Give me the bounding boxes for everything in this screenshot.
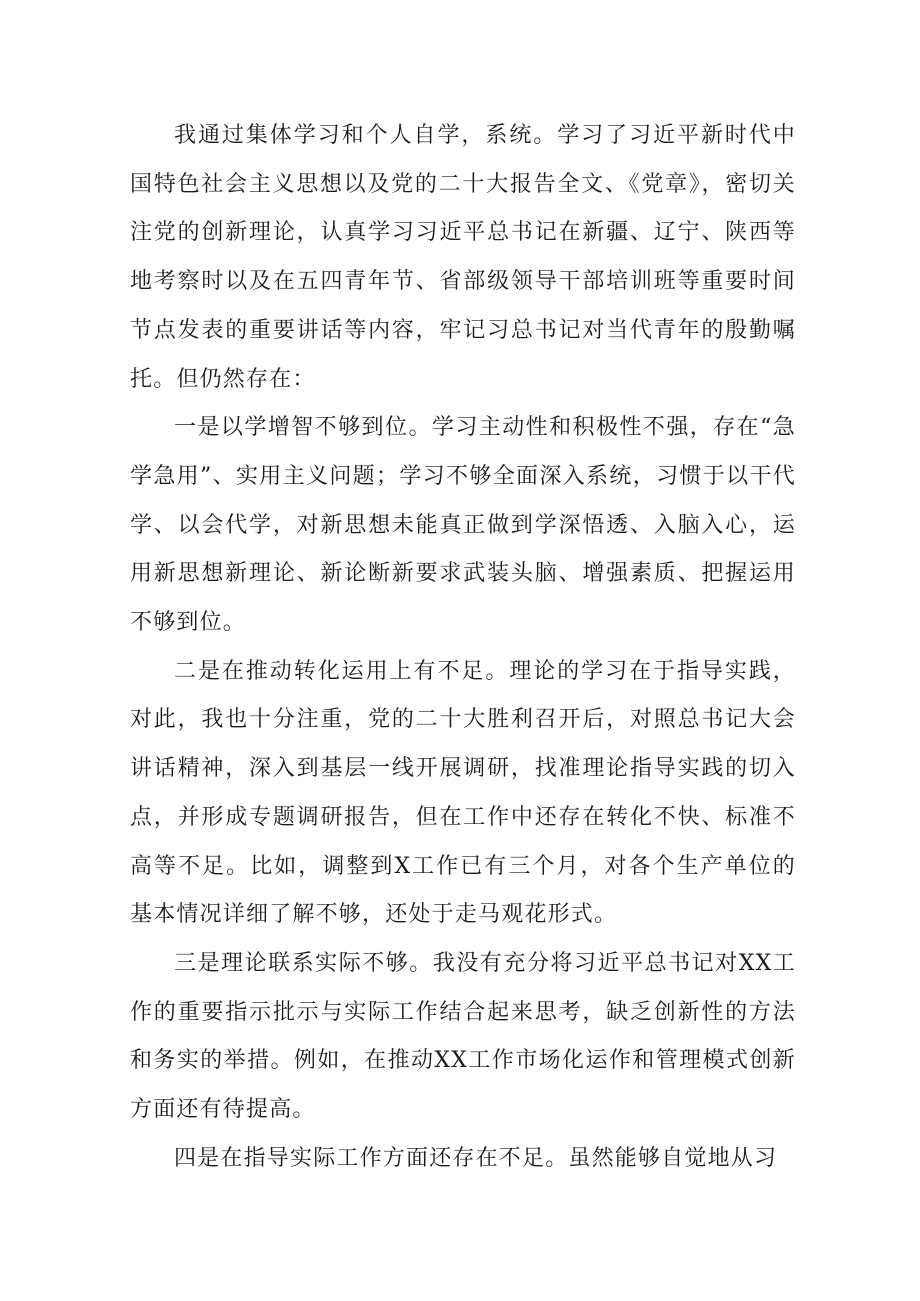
paragraph-point-two: 二是在推动转化运用上有不足。理论的学习在于指导实践，对此，我也十分注重，党的二十大胜利召开后，对照总书记大会讲话精神，深入到基层一线开展调研，找准理论指导实践的切入点，并形成专题调研报告，但在工作中还存在转化不快、标准不高等不足。比如，调整到X工作已有三个月，对各个生产单位的基本情况详细了解不够，还处于走马观花形式。 [130,658,796,928]
paragraph-point-four: 四是在指导实际工作方面还存在不足。虽然能够自觉地从习 [174,1145,778,1171]
paragraph-point-one: 一是以学增智不够到位。学习主动性和积极性不强，存在“急学急用”、实用主义问题；学习不够全面深入系统，习惯于以干代学、以会代学，对新思想未能真正做到学深悟透、入脑入心，运用新思想新理论、新论断新要求武装头脑、增强素质、把握运用不够到位。 [130,415,796,636]
document-body [130,112,796,1183]
paragraph-intro: 我通过集体学习和个人自学，系统。学习了习近平新时代中国特色社会主义思想以及党的二十大报告全文、《党章》，密切关注党的创新理论，认真学习习近平总书记在新疆、辽宁、陕西等地考察时以及在五四青年节、省部级领导干部培训班等重要时间节点发表的重要讲话等内容，牢记习总书记对当代青年的殷勤嘱托。但仍然存在： [130,123,796,392]
paragraph-point-three: 三是理论联系实际不够。我没有充分将习近平总书记对XX工作的重要指示批示与实际工作结合起来思考，缺乏创新性的方法和务实的举措。例如，在推动XX工作市场化运作和管理模式创新方面还有待提高。 [130,950,796,1123]
